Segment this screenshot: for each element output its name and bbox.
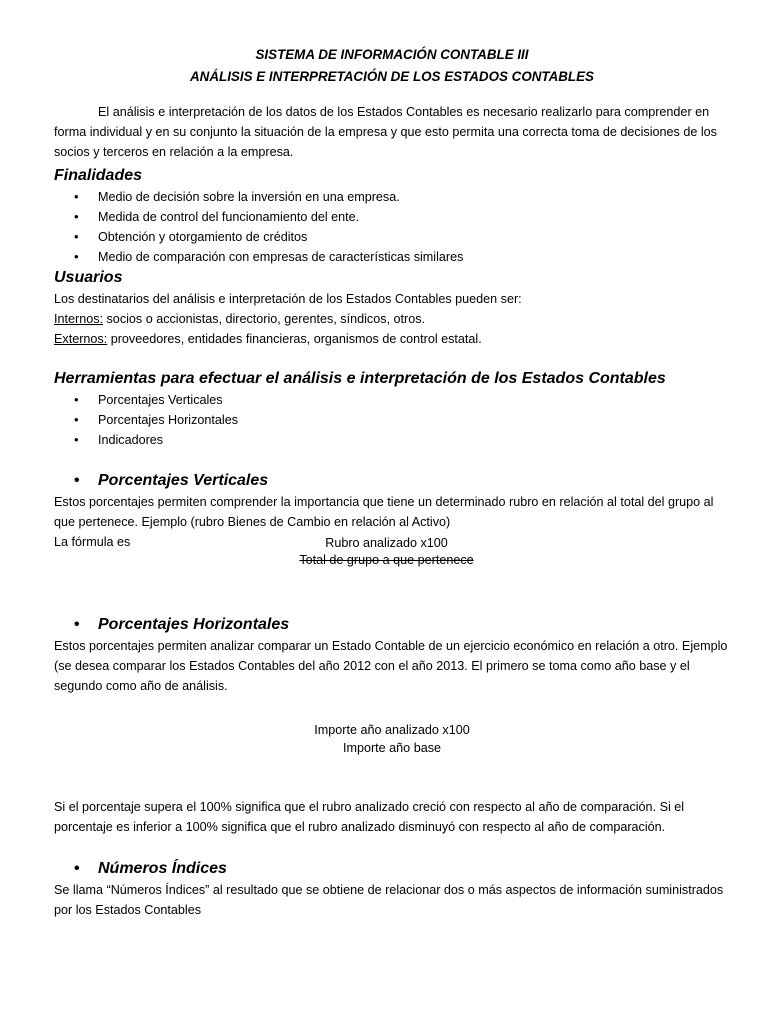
list-item: • Medida de control del funcionamiento del ente.	[54, 207, 730, 227]
bullet-icon: •	[74, 432, 79, 447]
finalidades-list	[54, 187, 730, 267]
bullet-icon: •	[74, 860, 80, 877]
verticales-formula	[54, 532, 730, 570]
formula-denominator: Importe año base	[342, 741, 441, 755]
usuarios-heading: Usuarios	[54, 269, 123, 286]
bullet-icon: •	[74, 472, 80, 489]
herramientas-heading: Herramientas para efectuar el análisis e interpretación de los Estados Contables	[54, 370, 666, 387]
finalidades-heading: Finalidades	[54, 167, 143, 184]
internos-label: Internos:	[54, 312, 104, 326]
document-title-line-2: ANÁLISIS E INTERPRETACIÓN DE LOS ESTADOS CONTABLES	[190, 69, 594, 84]
horizontales-formula	[54, 721, 730, 757]
formula-fraction	[274, 535, 499, 569]
horizontales-note: Si el porcentaje supera el 100% significa que el rubro analizado creció con respecto al año de comparación. Si el porcentaje es inferior a 100% significa que el rubro analizado disminuyó con respecto al año de comparación.	[54, 800, 685, 834]
list-item: • Indicadores	[54, 430, 730, 450]
document-title-line-1: SISTEMA DE INFORMACIÓN CONTABLE III	[255, 47, 529, 62]
bullet-icon: •	[74, 392, 79, 407]
indices-heading: • Números Índices	[54, 858, 730, 880]
bullet-icon: •	[74, 249, 79, 264]
usuarios-internos	[54, 309, 730, 329]
formula-label: La fórmula es	[54, 535, 131, 549]
bullet-icon: •	[74, 209, 79, 224]
intro-paragraph: El análisis e interpretación de los datos de los Estados Contables es necesario realizarlo para comprender en forma individual y en su conjunto la situación de la empresa y que esto permita una correcta toma de decisiones de los socios y terceros en relación a la empresa.	[54, 105, 717, 159]
bullet-icon: •	[74, 189, 79, 204]
bullet-icon: •	[74, 616, 80, 633]
formula-numerator: Importe año analizado x100	[314, 723, 470, 737]
document-content	[54, 44, 730, 920]
indices-text: Se llama “Números Índices” al resultado que se obtiene de relacionar dos o más aspectos de información suministrados por los Estados Contables	[54, 883, 724, 917]
horizontales-heading: • Porcentajes Horizontales	[54, 614, 730, 636]
bullet-icon: •	[74, 412, 79, 427]
formula-denominator: Total de grupo a que pertenece	[299, 553, 474, 567]
horizontales-text: Estos porcentajes permiten analizar comparar un Estado Contable de un ejercicio económico en relación a otro. Ejemplo (se desea comparar los Estados Contables del año 2012 con el año 2013. El primero se toma como año base y el segundo como año de análisis.	[54, 639, 728, 693]
list-item: • Porcentajes Verticales	[54, 390, 730, 410]
externos-text: proveedores, entidades financieras, organismos de control estatal.	[107, 332, 482, 346]
internos-text: socios o accionistas, directorio, gerentes, síndicos, otros.	[103, 312, 426, 326]
verticales-heading: • Porcentajes Verticales	[54, 470, 730, 492]
list-item: • Porcentajes Horizontales	[54, 410, 730, 430]
verticales-text: Estos porcentajes permiten comprender la importancia que tiene un determinado rubro en relación al total del grupo al que pertenece. Ejemplo (rubro Bienes de Cambio en relación al Activo)	[54, 495, 714, 529]
bullet-icon: •	[74, 229, 79, 244]
externos-label: Externos:	[54, 332, 108, 346]
formula-numerator: Rubro analizado x100	[325, 536, 448, 550]
list-item: • Obtención y otorgamiento de créditos	[54, 227, 730, 247]
herramientas-list	[54, 390, 730, 450]
list-item: • Medio de decisión sobre la inversión en una empresa.	[54, 187, 730, 207]
usuarios-externos	[54, 329, 730, 349]
list-item: • Medio de comparación con empresas de características similares	[54, 247, 730, 267]
usuarios-text: Los destinatarios del análisis e interpretación de los Estados Contables pueden ser:	[54, 292, 522, 306]
